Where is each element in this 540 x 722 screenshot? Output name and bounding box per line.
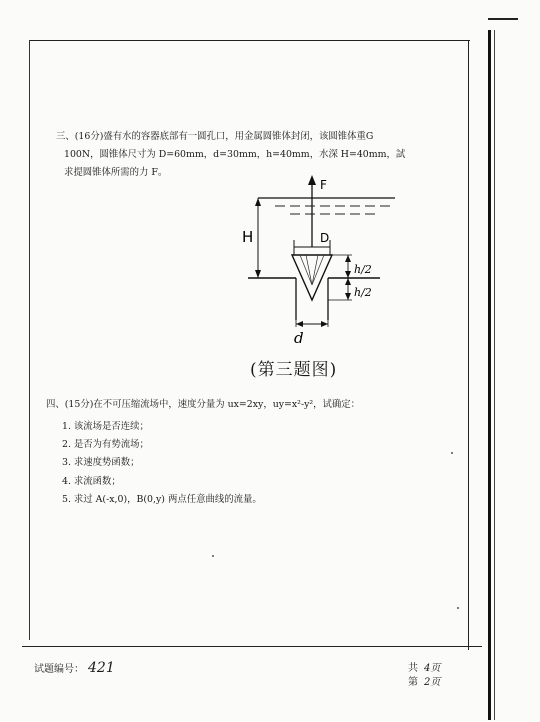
cone-hatch-2 [306,255,312,285]
corner-mark [488,18,518,20]
list-item: 3. 求速度势函数； [62,457,140,469]
force-arrow-icon [308,175,316,185]
label-F: F [320,178,327,192]
question-4 [46,396,466,509]
list-item: 4. 求流函数； [62,475,121,487]
question-3-line-2: 100N，圆锥体尺寸为 D=60mm，d=30mm，h=40mm，水深 H=40mm，試 [64,149,406,160]
h-arrow-bottom-icon [255,270,261,278]
d-arrow-right-icon [321,321,328,327]
label-H: H [242,228,254,246]
label-D: D [320,231,330,245]
current-page-label: 第 [408,677,418,688]
page-edge [488,30,491,720]
cone-hatch-3 [312,255,318,285]
exam-code [34,660,115,676]
list-item: 1. 该流场是否连续； [62,421,149,432]
scan-speck [212,555,214,557]
cone-figure [230,175,410,350]
label-h2-bottom: h/2 [354,286,372,299]
total-pages-value: 4页 [424,663,441,674]
border-right [468,40,469,650]
list-item: 2. 是否为有势流场； [62,439,149,451]
list-item: 5. 求过 A(-x,0)，B(0,y) 两点任意曲线的流量。 [62,493,262,505]
question-3-line-1: 三、(16分)盛有水的容器底部有一圆孔口，用金属圆锥体封闭，该圆锥体重G [56,131,374,142]
page-counter [408,662,440,690]
exam-code-value: 421 [88,660,115,676]
figure-caption: (第三题图) [250,360,338,380]
h2-arrow-mid-up-icon [345,271,351,278]
cone-hatch-4 [312,255,324,285]
scan-speck [457,607,459,609]
border-bottom [22,646,482,647]
h-arrow-top-icon [255,198,261,206]
border-left [29,40,30,640]
total-pages-label: 共 [408,663,418,674]
h2-arrow-top-icon [345,255,351,262]
question-4-intro: 四、(15分)在不可压缩流场中，速度分量为 ux=2xy，uy=x²-y²，试确定： [46,399,361,410]
h2-arrow-bottom-icon [345,293,351,300]
metal-cone [292,255,332,300]
question-3-line-3: 求提圆锥体所需的力 F。 [64,167,168,178]
exam-code-label: 试题编号： [34,664,84,675]
border-top [30,40,470,41]
h2-arrow-mid-down-icon [345,278,351,285]
label-h2-top: h/2 [354,263,372,276]
d-arrow-left-icon [296,321,303,327]
cone-hatch-1 [300,255,312,285]
question-4-items [46,418,466,509]
current-page-value: 2页 [424,677,441,688]
page-edge-inner [494,30,495,720]
scan-speck [451,452,453,454]
question-3 [56,128,466,182]
label-d: d [294,329,304,347]
